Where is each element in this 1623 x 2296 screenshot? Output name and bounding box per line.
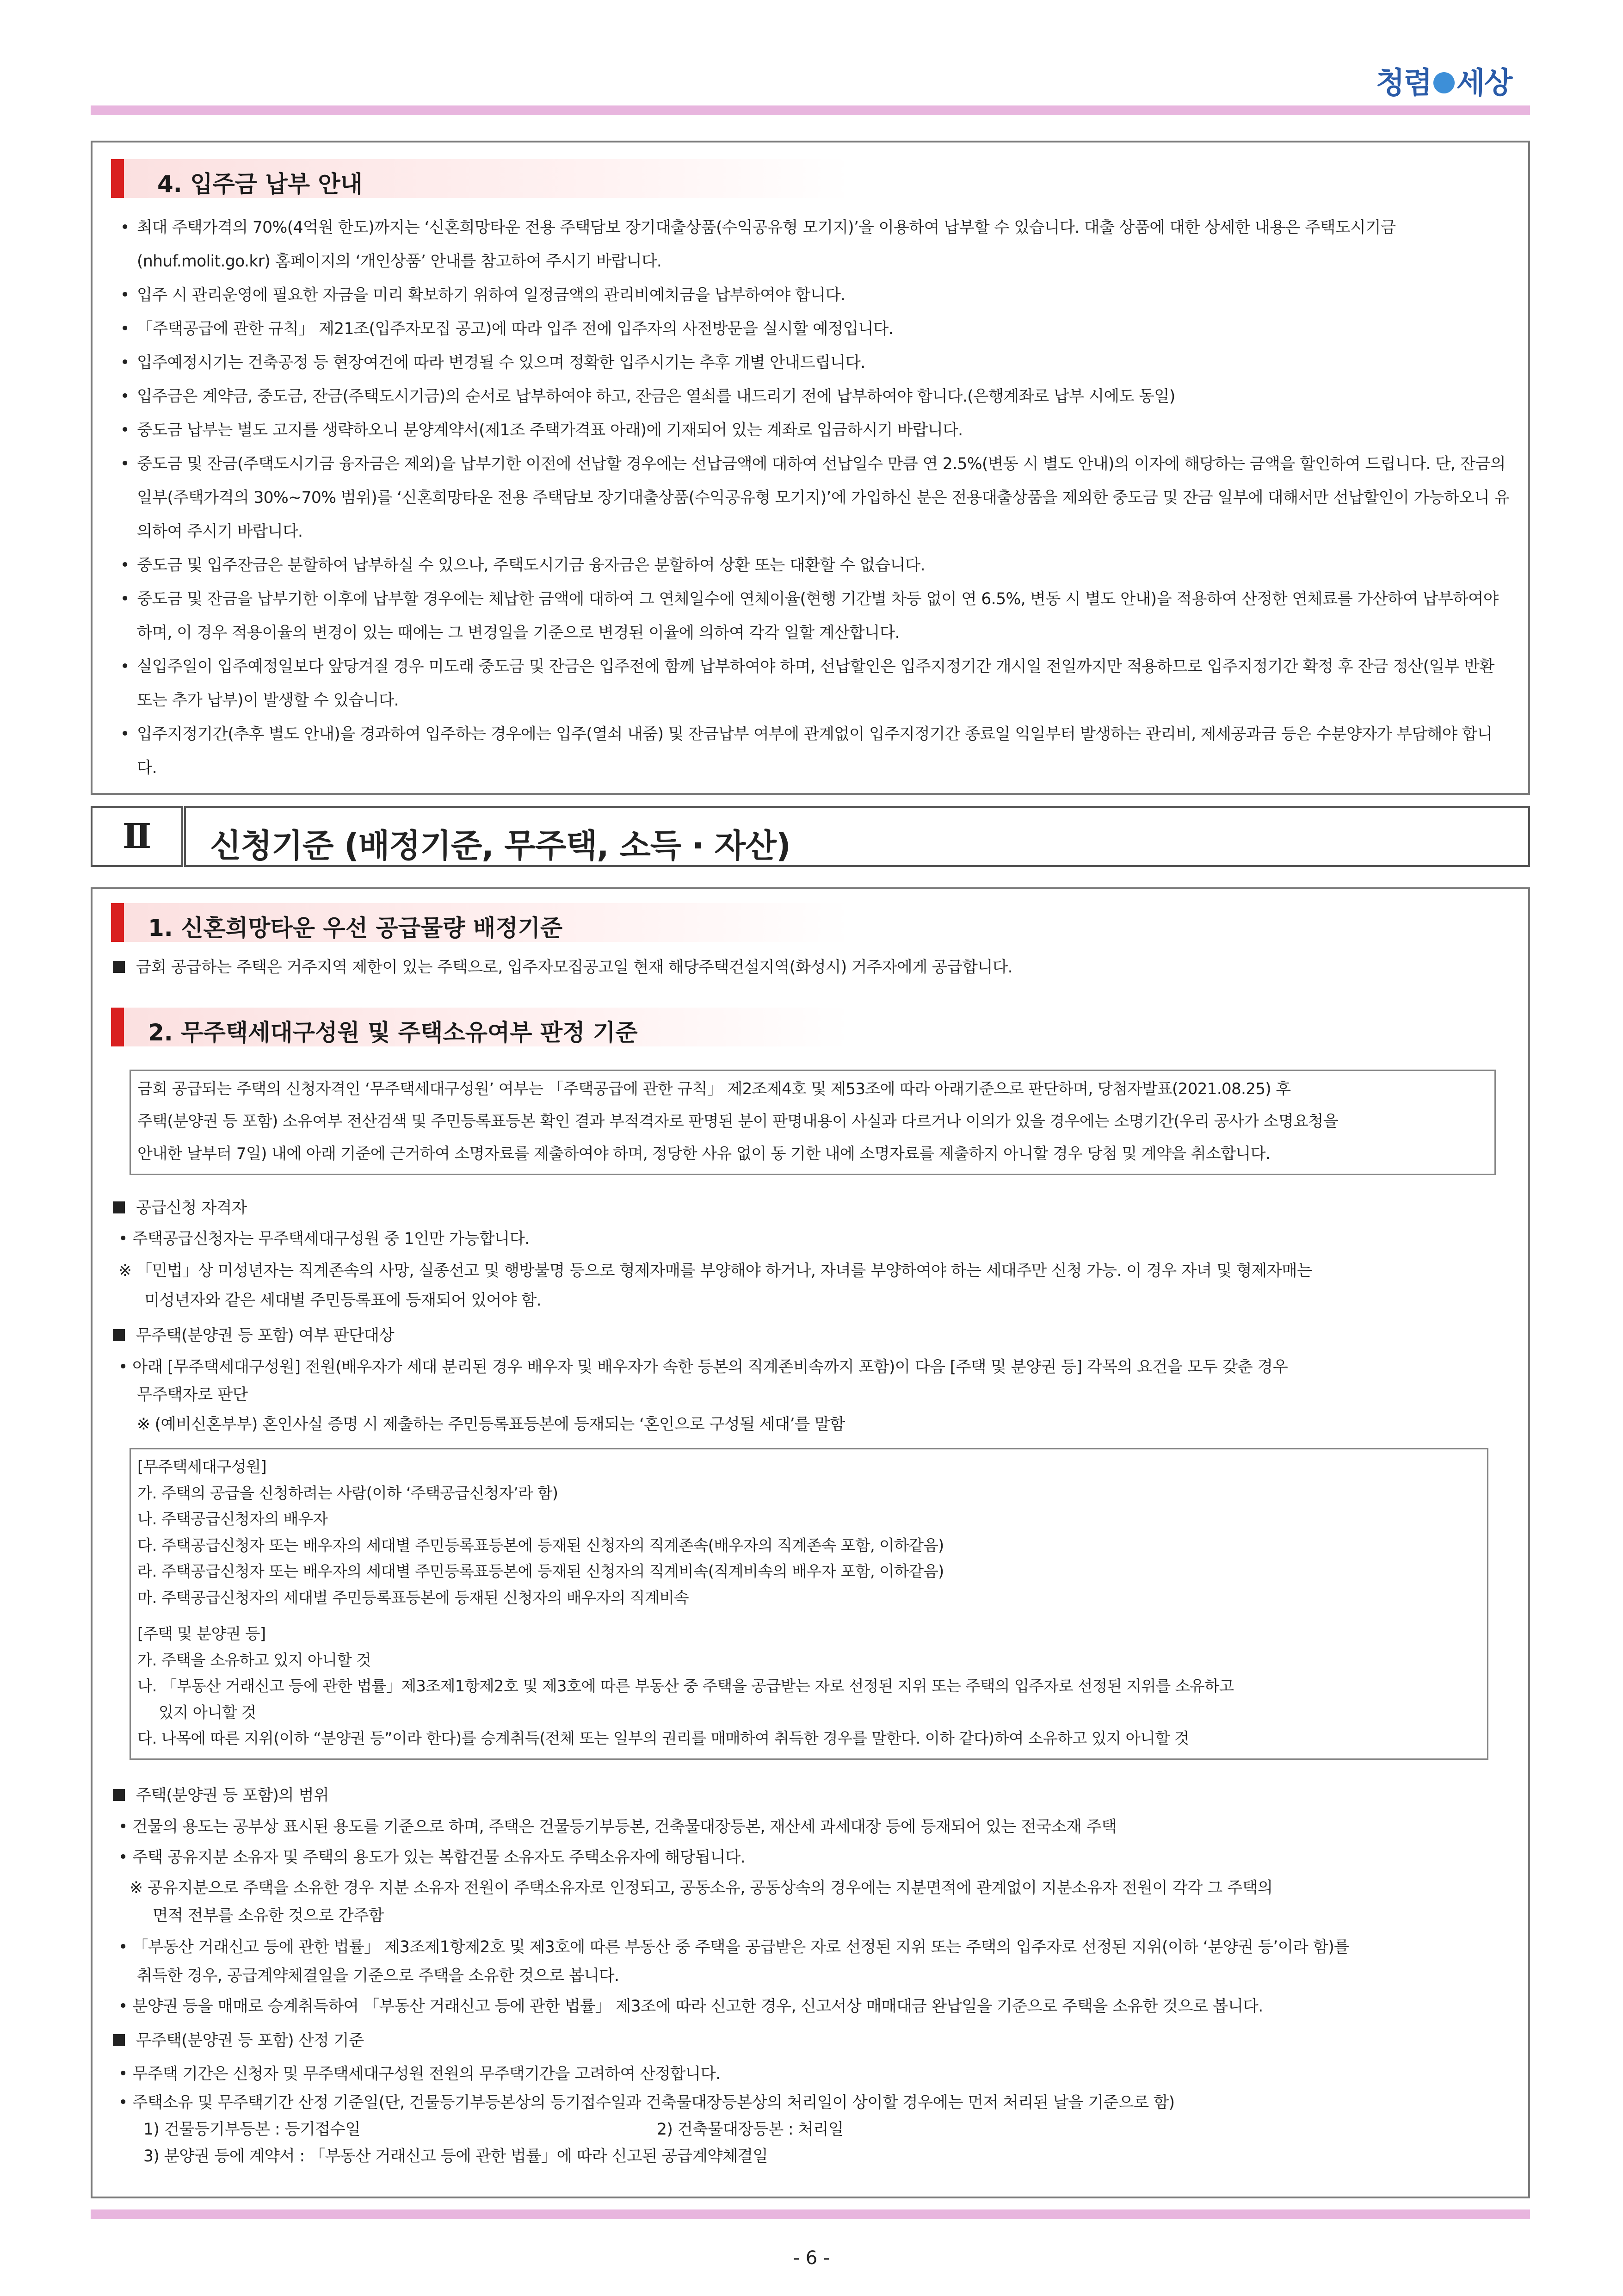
square-bullet-icon xyxy=(113,1201,125,1213)
scope-line: • 분양권 등을 매매로 승계취득하여 「부동산 거래신고 등에 관한 법률」 제3조에 따라 신고한 경우, 신고서상 매매대금 완납일을 기준으로 주택을 소유한 것으로 봅니다. xyxy=(118,1997,1263,2016)
scope-note: 면적 전부를 소유한 것으로 간주함 xyxy=(153,1906,384,1925)
calc-sub-line: 3) 분양권 등에 계약서 : 「부동산 거래신고 등에 관한 법률」에 따라 신고된 공급계약체결일 xyxy=(143,2147,768,2166)
list-item: • 중도금 납부는 별도 고지를 생략하오니 분양계약서(제1조 주택가격표 아래)에 기재되어 있는 계좌로 입금하시기 바랍니다. xyxy=(116,414,1510,447)
target-note: ※ (예비신혼부부) 혼인사실 증명 시 제출하는 주민등록표등본에 등재되는 ‘혼인으로 구성될 세대’를 말함 xyxy=(137,1415,845,1434)
calc-sub-line: 1) 건물등기부등본 : 등기접수일 xyxy=(143,2120,361,2139)
sub1-heading xyxy=(111,903,851,942)
applicant-line: • 주택공급신청자는 무주택세대구성원 중 1인만 가능합니다. xyxy=(118,1230,530,1248)
section-marker xyxy=(111,903,124,942)
top-divider xyxy=(91,105,1530,115)
target-heading: 무주택(분양권 등 포함) 여부 판단대상 xyxy=(113,1322,394,1345)
scope-line: • 건물의 용도는 공부상 표시된 용도를 기준으로 하며, 주택은 건물등기부등본, 건축물대장등본, 재산세 과세대장 등에 등재되어 있는 전국소재 주택 xyxy=(118,1818,1117,1836)
list-item: • 중도금 및 잔금(주택도시기금 융자금은 제외)을 납부기한 이전에 선납할 경우에는 선납금액에 대하여 선납일수 만큼 연 2.5%(변동 시 별도 안내)의 이자에 해당하는 금액을 할인하여 드립니다. 단, 잔금의 일부(주택가격의 30%~70% 범위)를 ‘신혼희망타운 전용 주택담보 장기대출상품(수익공유형 모기지)’에 가입하신 분은 전용대출상품을 제외한 중도금 및 잔금 일부에 대해서만 선납할인이 가능하오니 유의하여 주시기 바랍니다. xyxy=(116,447,1510,549)
calc-sub-line: 2) 건축물대장등본 : 처리일 xyxy=(657,2120,844,2139)
section4-title: 4. 입주금 납부 안내 xyxy=(157,171,363,198)
calc-heading: 무주택(분양권 등 포함) 산정 기준 xyxy=(113,2027,364,2050)
civil-note-line: ※ 「민법」상 미성년자는 직계존속의 사망, 실종선고 및 행방불명 등으로 형제자매를 부양해야 하거나, 자녀를 부양하여야 하는 세대주만 신청 가능. 이 경우 자녀 및 형제자매는 xyxy=(118,1262,1312,1280)
list-item: • 중도금 및 잔금을 납부기한 이후에 납부할 경우에는 체납한 금액에 대하여 그 연체일수에 연체이율(현행 기간별 차등 없이 연 6.5%, 변동 시 별도 안내)을 적용하여 산정한 연체료를 가산하여 납부하여야 하며, 이 경우 적용이율의 변경이 있는 때에는 그 변경일을 기준으로 변경된 이율에 의하여 각각 일할 계산합니다. xyxy=(116,582,1510,650)
sub2-heading xyxy=(111,1008,851,1046)
section-marker xyxy=(111,159,124,198)
square-bullet-icon xyxy=(113,1789,125,1801)
section4-heading xyxy=(111,159,851,198)
criteria-text: [무주택세대구성원] 가. 주택의 공급을 신청하려는 사람(이하 ‘주택공급신청자’라 함) 나. 주택공급신청자의 배우자 다. 주택공급신청자 또는 배우자의 세대별 주민등록표등본에 등재된 신청자의 직계존속(배우자의 직계존속 포함, 이하같음) 라. 주택공급신청자 또는 배우자의 세대별 주민등록표등본에 등재된 신청자의 직계비속(직계비속의 배우자 포함, 이하같음) 마. 주택공급신청자의 세대별 주민등록표등본에 등재된 신청자의 배우자의 직계비속 [주택 및 분양권 등] 가. 주택을 소유하고 있지 아니할 것 나. 「부동산 거래신고 등에 관한 법률」제3조제1항제2호 및 제3호에 따른 부동산 중 주택을 공급받는 자로 선정된 지위 또는 주택의 입주자로 선정된 지위를 소유하고 있지 아니할 것 다. 나목에 따른 지위(이하 “분양권 등”이라 한다)를 승계취득(전체 또는 일부의 권리를 매매하여 취득한 경우를 말한다. 이하 같다)하여 소유하고 있지 아니할 것 xyxy=(137,1458,1234,1747)
logo xyxy=(1376,59,1515,105)
chapter-title-box xyxy=(184,806,1530,867)
chapter-title: 신청기준 (배정기준, 무주택, 소득 · 자산) xyxy=(210,827,790,865)
scope-line: 취득한 경우, 공급계약체결일을 기준으로 주택을 소유한 것으로 봅니다. xyxy=(137,1967,619,1985)
sub2-intro-text: 금회 공급되는 주택의 신청자격인 ‘무주택세대구성원’ 여부는 「주택공급에 관한 규칙」 제2조제4호 및 제53조에 따라 아래기준으로 판단하며, 당첨자발표(2021.08.25) 후 주택(분양권 등 포함) 소유여부 전산검색 및 주민등록표등본 확인 결과 부적격자로 판명된 분이 판명내용이 사실과 다르거나 이의가 있을 경우에는 소명기간(우리 공사가 소명요청을 안내한 날부터 7일) 내에 아래 기준에 근거하여 소명자료를 제출하여야 하며, 정당한 사유 없이 동 기한 내에 소명자료를 제출하지 아니할 경우 당첨 및 계약을 취소합니다. xyxy=(137,1080,1338,1163)
civil-note-line: 미성년자와 같은 세대별 주민등록표에 등재되어 있어야 함. xyxy=(144,1291,542,1310)
bottom-divider xyxy=(91,2209,1530,2219)
page-number: - 6 - xyxy=(793,2247,830,2269)
list-item: • 실입주일이 입주예정일보다 앞당겨질 경우 미도래 중도금 및 잔금은 입주전에 함께 납부하여야 하며, 선납할인은 입주지정기간 개시일 전일까지만 적용하므로 입주지정기간 확정 후 잔금 정산(일부 반환 또는 추가 납부)이 발생할 수 있습니다. xyxy=(116,650,1510,718)
logo-circle-icon xyxy=(1433,72,1455,93)
scope-heading: 주택(분양권 등 포함)의 범위 xyxy=(113,1782,329,1805)
list-item: • 입주예정시기는 건축공정 등 현장여건에 따라 변경될 수 있으며 정확한 입주시기는 추후 개별 안내드립니다. xyxy=(116,346,1510,380)
applicant-heading: 공급신청 자격자 xyxy=(113,1194,247,1218)
section4-list xyxy=(116,211,1510,785)
scope-line: • 「부동산 거래신고 등에 관한 법률」 제3조제1항제2호 및 제3호에 따른 부동산 중 주택을 공급받은 자로 선정된 지위 또는 주택의 입주자로 선정된 지위(이하 ‘분양권 등’이라 함)를 xyxy=(118,1938,1349,1956)
sub1-title: 1. 신혼희망타운 우선 공급물량 배정기준 xyxy=(148,915,563,941)
calc-line: • 주택소유 및 무주택기간 산정 기준일(단, 건물등기부등본상의 등기접수일과 건축물대장등본상의 처리일이 상이할 경우에는 먼저 처리된 날을 기준으로 함) xyxy=(118,2093,1175,2112)
chapter2-frame xyxy=(91,887,1530,2198)
target-line: • 아래 [무주택세대구성원] 전원(배우자가 세대 분리된 경우 배우자 및 배우자가 속한 등본의 직계존비속까지 포함)이 다음 [주택 및 분양권 등] 각목의 요건을 모두 갖춘 경우 xyxy=(118,1358,1288,1376)
list-item: • 입주지정기간(추후 별도 안내)을 경과하여 입주하는 경우에는 입주(열쇠 내줌) 및 잔금납부 여부에 관계없이 입주지정기간 종료일 익일부터 발생하는 관리비, 제세공과금 등은 수분양자가 부담해야 합니다. xyxy=(116,718,1510,785)
criteria-box xyxy=(130,1448,1488,1760)
list-item: • 입주금은 계약금, 중도금, 잔금(주택도시기금)의 순서로 납부하여야 하고, 잔금은 열쇠를 내드리기 전에 납부하여야 합니다.(은행계좌로 납부 시에도 동일) xyxy=(116,380,1510,414)
sub2-title: 2. 무주택세대구성원 및 주택소유여부 판정 기준 xyxy=(148,1019,638,1046)
chapter-numeral: Ⅱ xyxy=(91,806,183,867)
list-item: • 입주 시 관리운영에 필요한 자금을 미리 확보하기 위하여 일정금액의 관리비예치금을 납부하여야 합니다. xyxy=(116,278,1510,312)
calc-line: • 무주택 기간은 신청자 및 무주택세대구성원 전원의 무주택기간을 고려하여 산정합니다. xyxy=(118,2065,721,2083)
scope-note: ※ 공유지분으로 주택을 소유한 경우 지분 소유자 전원이 주택소유자로 인정되고, 공동소유, 공동상속의 경우에는 지분면적에 관계없이 지분소유자 전원이 각각 그 주택의 xyxy=(130,1879,1273,1897)
list-item: • 「주택공급에 관한 규칙」 제21조(입주자모집 공고)에 따라 입주 전에 입주자의 사전방문을 실시할 예정입니다. xyxy=(116,312,1510,346)
target-line: 무주택자로 판단 xyxy=(137,1386,248,1404)
sub1-text-line: 금회 공급하는 주택은 거주지역 제한이 있는 주택으로, 입주자모집공고일 현재 해당주택건설지역(화성시) 거주자에게 공급합니다. xyxy=(113,954,1012,977)
section-marker xyxy=(111,1008,124,1046)
sub2-intro-box xyxy=(130,1070,1496,1175)
list-item: • 중도금 및 입주잔금은 분할하여 납부하실 수 있으나, 주택도시기금 융자금은 분할하여 상환 또는 대환할 수 없습니다. xyxy=(116,549,1510,582)
list-item: • 최대 주택가격의 70%(4억원 한도)까지는 ‘신혼희망타운 전용 주택담보 장기대출상품(수익공유형 모기지)’을 이용하여 납부할 수 있습니다. 대출 상품에 대한 상세한 내용은 주택도시기금(nhuf.molit.go.kr) 홈페이지의 ‘개인상품’ 안내를 참고하여 주시기 바랍니다. xyxy=(116,211,1510,278)
square-bullet-icon xyxy=(113,2034,125,2046)
logo-text: 청렴 세상 xyxy=(1376,66,1512,100)
scope-line: • 주택 공유지분 소유자 및 주택의 용도가 있는 복합건물 소유자도 주택소유자에 해당됩니다. xyxy=(118,1848,746,1867)
square-bullet-icon xyxy=(113,961,125,973)
section4-frame xyxy=(91,141,1530,795)
square-bullet-icon xyxy=(113,1329,125,1341)
